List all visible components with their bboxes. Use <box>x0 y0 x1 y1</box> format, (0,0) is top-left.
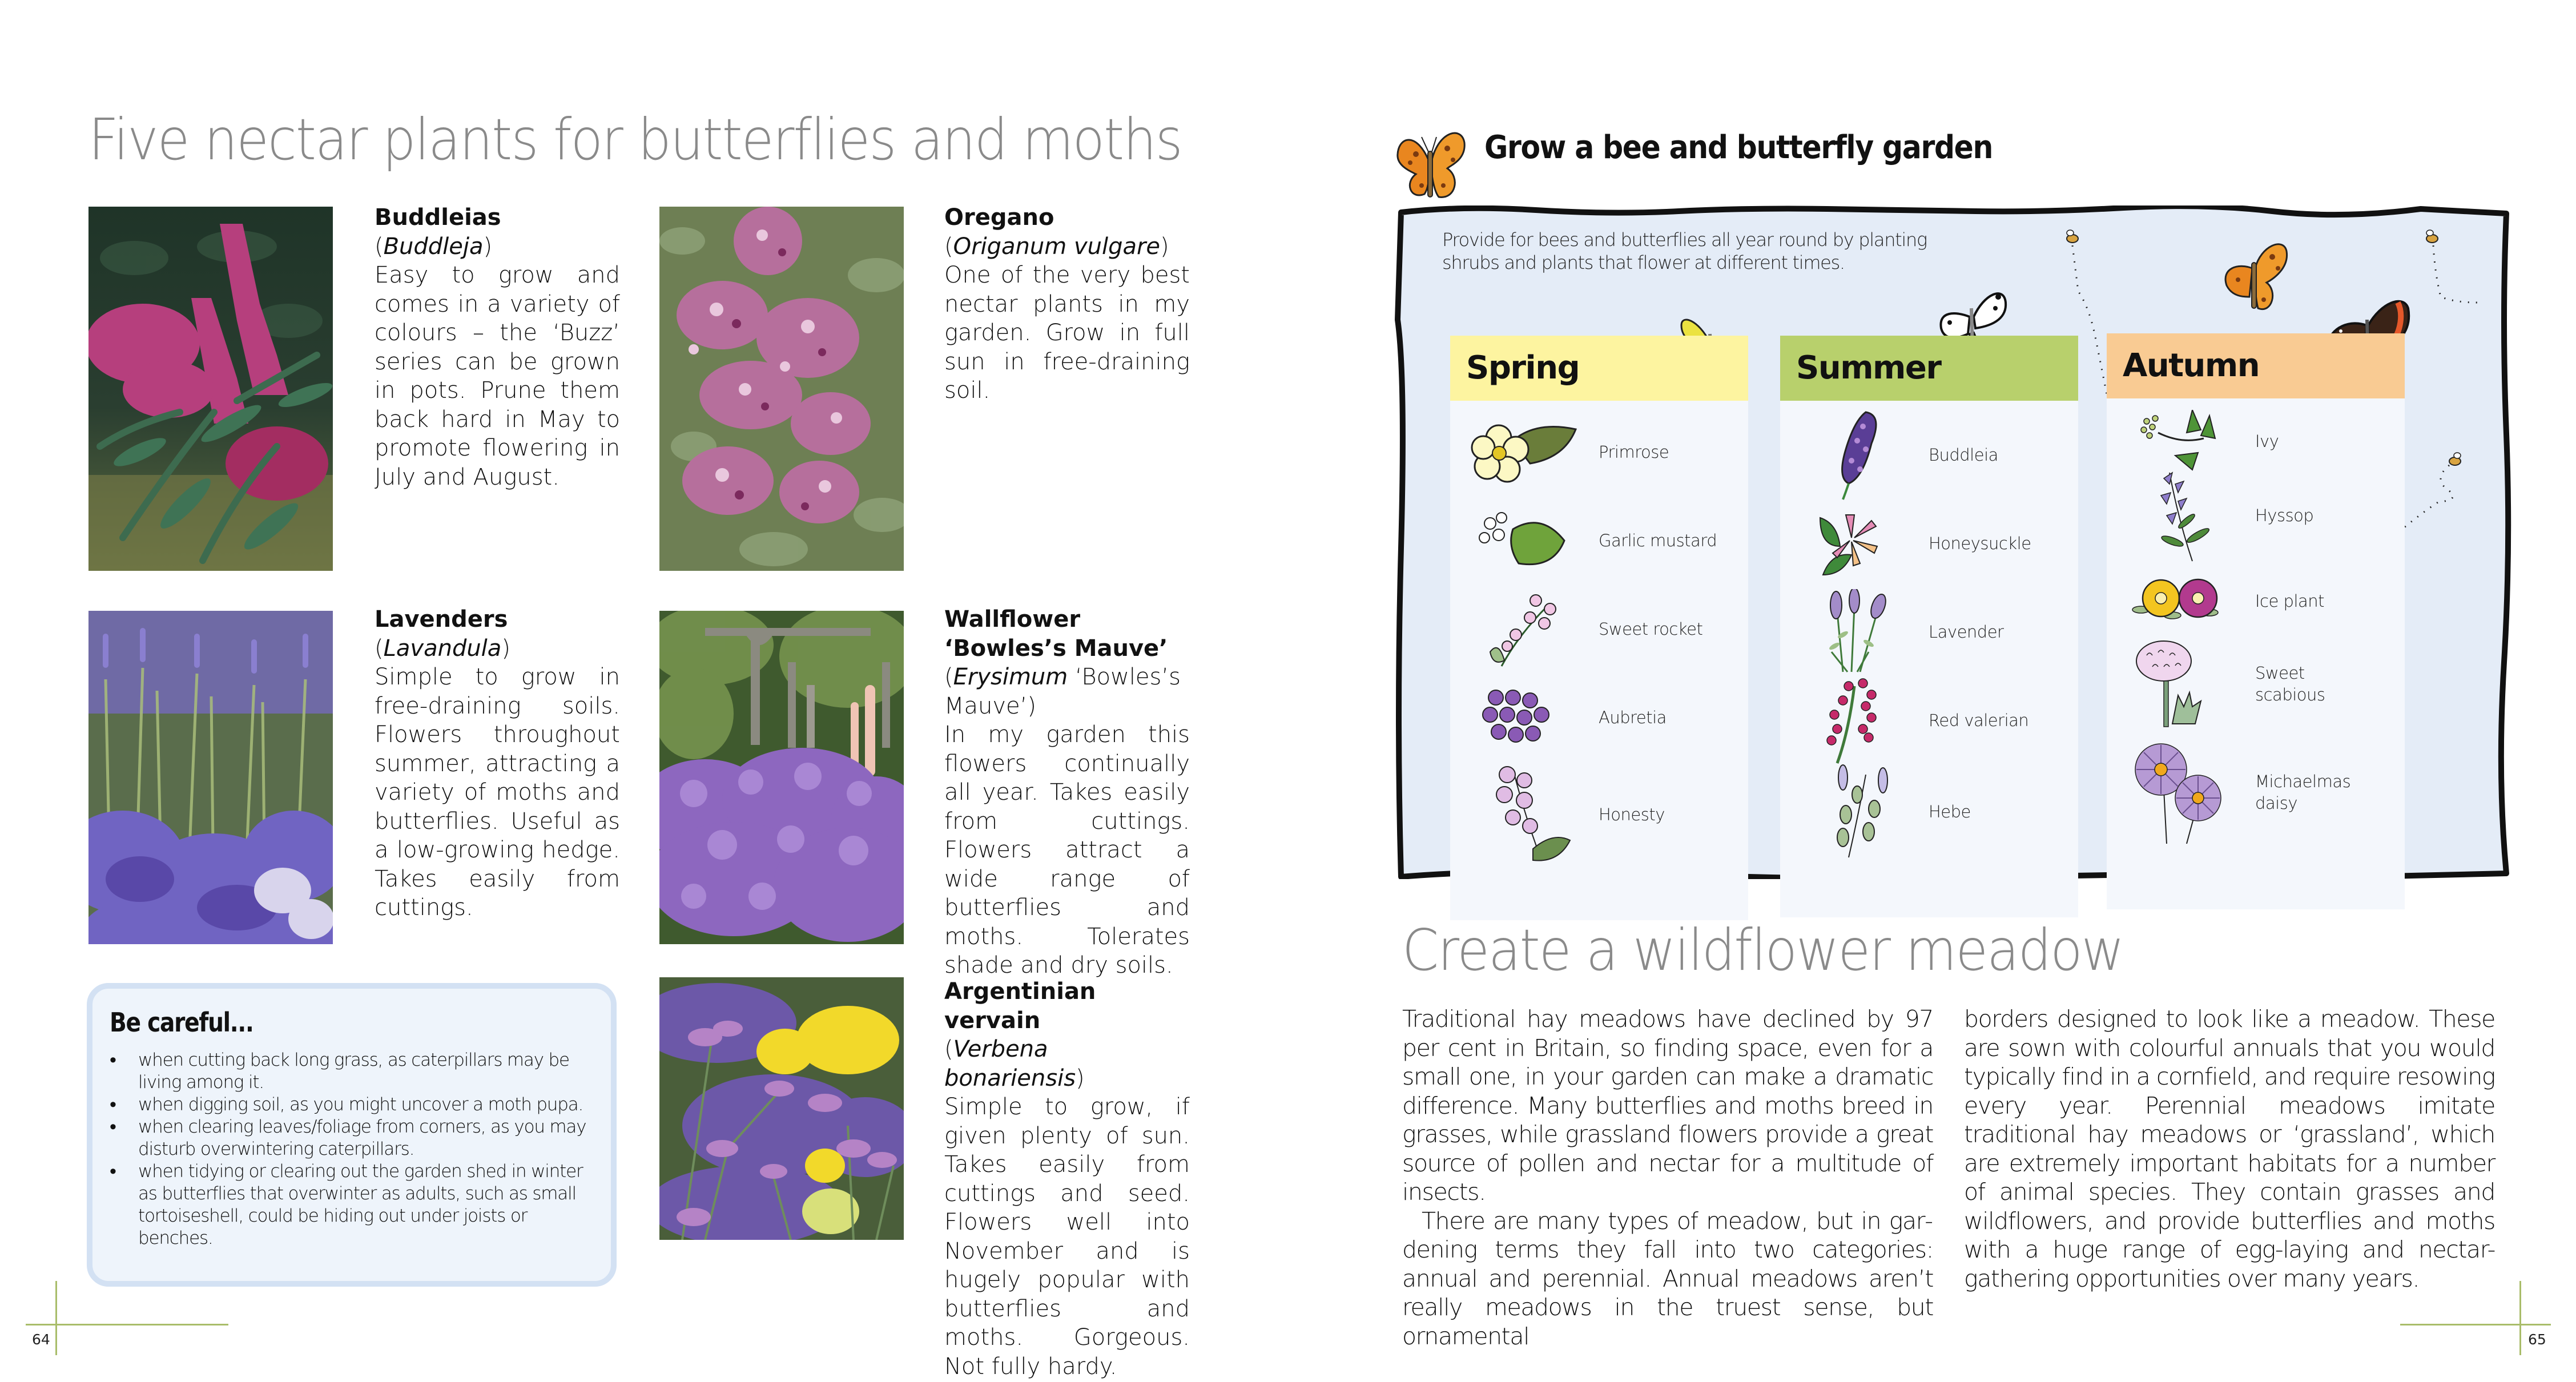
season-body <box>1450 401 1748 920</box>
plant-item-michaelmas-daisy <box>2107 741 2405 844</box>
plant-latin-name: (Verbena bonariensis) <box>944 1036 1085 1091</box>
bee-trail-icon <box>2415 223 2495 314</box>
lavender-photo <box>88 611 333 944</box>
plant-description: In my garden this flowers continually all year. Takes easily from cuttings. Flowers attract a wide range of butterflies and moths. Tolerates shade and dry soils. <box>944 722 1190 978</box>
be-careful-list <box>110 1049 588 1250</box>
lavender-icon <box>1780 589 1929 675</box>
plant-label: Hyssop <box>2255 506 2314 525</box>
comma-butterfly-icon <box>1393 120 1467 203</box>
crop-mark-horizontal-right <box>2400 1324 2551 1325</box>
plant-item-ice-plant <box>2107 570 2405 632</box>
buddleia-photo <box>88 207 333 571</box>
plant-item-hebe <box>1780 766 2078 857</box>
plant-latin-name: (Origanum vulgare) <box>944 233 1169 260</box>
michaelmas-daisy-icon <box>2107 738 2255 847</box>
garden-box-heading: Grow a bee and butterfly garden <box>1484 129 1993 166</box>
be-careful-item: • when tidying or clearing out the garden shed in winter as butterflies that overwinter as adults, such as small tortoiseshell, could be hiding out under joists or benches. <box>110 1161 588 1250</box>
plant-name: Argentinian vervain <box>944 978 1096 1034</box>
plant-label: Honesty <box>1599 805 1665 824</box>
plant-latin-name: (Buddleja) <box>375 233 493 260</box>
primrose-icon <box>1450 418 1599 486</box>
plant-item-ivy <box>2107 410 2405 473</box>
crop-mark-horizontal-left <box>26 1324 228 1325</box>
page-number-left: 64 <box>32 1331 50 1348</box>
plant-description: One of the very best nectar plants in my garden. Grow in full sun in free-draining soil. <box>944 262 1190 404</box>
plant-description: Easy to grow and comes in a variety of colours – the ‘Buzz’ series can be grown in pots. Prune them back hard in May to promote flowering in July and August. <box>375 262 620 490</box>
plant-label: Red valerian <box>1929 711 2029 730</box>
plant-item-garlic-mustard <box>1450 506 1748 575</box>
plant-entry-lavenders <box>375 605 620 922</box>
hyssop-icon <box>2107 467 2255 564</box>
plant-label: Lavender <box>1929 622 2004 642</box>
plant-name: Oregano <box>944 204 1054 231</box>
season-header-spring: Spring <box>1450 336 1748 401</box>
meadow-column-1 <box>1402 1005 1933 1351</box>
be-careful-item: • when digging soil, as you might uncover a moth pupa. <box>110 1094 588 1116</box>
crop-mark-vertical-left <box>55 1281 57 1355</box>
sweet-rocket-icon <box>1450 589 1599 669</box>
plant-name: Buddleias <box>375 204 501 231</box>
honeysuckle-icon <box>1780 506 1929 581</box>
red-valerian-icon <box>1780 675 1929 766</box>
season-body <box>2107 398 2405 909</box>
meadow-paragraph: There are many types of meadow, but in gardening terms they fall into two categories: annual and perennial. Annual meadows aren’t really meadows in the truest sense, but ornamental <box>1402 1207 1933 1350</box>
plant-name: Wallflower ‘Bowles’s Mauve’ <box>944 606 1168 662</box>
season-column-spring <box>1450 336 1748 920</box>
be-careful-item: • when cutting back long grass, as caterpillars may be living among it. <box>110 1049 588 1094</box>
season-body <box>1780 401 2078 917</box>
meadow-paragraph: borders designed to look like a meadow. These are sown with colourful annuals that you would typically find in a cornfield, and require resowing every year. Perennial meadows imitate traditional hay meadows or ‘grassland’, which are extremely important habitats for a number of animal species. They contain grasses and wildflowers, and provide butterflies and moths with a huge range of egg-laying and nectar-gathering opportunities over many years. <box>1964 1005 2495 1292</box>
garlic-mustard-icon <box>1450 506 1599 575</box>
plant-label: Aubretia <box>1599 708 1667 727</box>
comma-butterfly-icon <box>2215 234 2295 320</box>
aubretia-icon <box>1450 683 1599 752</box>
page-number-right: 65 <box>2528 1331 2546 1348</box>
page-title-nectar-plants: Five nectar plants for butterflies and moths <box>88 106 1182 173</box>
crop-mark-vertical-right <box>2519 1281 2521 1355</box>
plant-latin-name: (Erysimum ‘Bowles’s Mauve’) <box>944 664 1181 719</box>
plant-item-sweet-rocket <box>1450 595 1748 663</box>
wallflower-photo <box>659 611 904 944</box>
honesty-icon <box>1450 763 1599 866</box>
ivy-icon <box>2107 410 2255 473</box>
plant-item-aubretia <box>1450 683 1748 752</box>
be-careful-title: Be careful... <box>110 1007 253 1038</box>
plant-label: Buddleia <box>1929 445 1998 465</box>
plant-label: Ivy <box>2255 432 2279 451</box>
verbena-photo <box>659 977 904 1240</box>
plant-entry-wallflower <box>944 605 1190 980</box>
be-careful-item: • when clearing leaves/foliage from corners, as you may disturb overwintering caterpillars. <box>110 1116 588 1161</box>
plant-description: Simple to grow in free-draining soils. Flowers throughout summer, attracting a variety of moths and butterflies. Useful as a low-growing hedge. Takes easily from cuttings. <box>375 664 620 921</box>
buddleia-icon <box>1780 409 1929 501</box>
sweet-scabious-icon <box>2107 638 2255 730</box>
oregano-photo <box>659 207 904 571</box>
meadow-paragraph: Traditional hay meadows have declined by 97 per cent in Britain, so finding space, even for a small one, in your garden can make a dramatic difference. Many butterflies and moths breed in grasses, while grassland flowers provide a great source of pollen and nectar for a multitude of insects. <box>1402 1005 1933 1206</box>
plant-item-lavender <box>1780 592 2078 672</box>
hebe-icon <box>1780 763 1929 860</box>
plant-description: Simple to grow, if given plenty of sun. Takes easily from cuttings and seed. Flowers well into November and is hugely popular with butterflies and moths. Gorgeous. Not fully hardy. <box>944 1094 1190 1380</box>
season-header-summer: Summer <box>1780 336 2078 401</box>
season-header-autumn: Autumn <box>2107 333 2405 398</box>
bee-trail-icon <box>2398 445 2478 537</box>
garden-board-intro: Provide for bees and butterflies all year round by planting shrubs and plants that flower at different times. <box>1442 229 1927 273</box>
plant-label: Ice plant <box>2255 591 2325 611</box>
be-careful-box <box>87 983 617 1287</box>
plant-item-primrose <box>1450 418 1748 486</box>
plant-label: Sweet scabious <box>2255 663 2325 704</box>
plant-item-sweet-scabious <box>2107 638 2405 730</box>
plant-label: Sweet rocket <box>1599 619 1703 639</box>
plant-label: Garlic mustard <box>1599 531 1717 550</box>
plant-item-hyssop <box>2107 470 2405 561</box>
plant-item-honeysuckle <box>1780 509 2078 578</box>
plant-item-honesty <box>1450 766 1748 863</box>
plant-name: Lavenders <box>375 606 508 632</box>
plant-entry-oregano <box>944 203 1190 405</box>
plant-label: Honeysuckle <box>1929 534 2031 553</box>
meadow-section-title: Create a wildflower meadow <box>1402 917 2124 984</box>
plant-item-red-valerian <box>1780 680 2078 760</box>
ice-plant-icon <box>2107 570 2255 632</box>
plant-entry-verbena <box>944 977 1190 1381</box>
plant-latin-name: (Lavandula) <box>375 635 510 662</box>
plant-entry-buddleias <box>375 203 620 491</box>
season-column-summer <box>1780 336 2078 917</box>
season-column-autumn <box>2107 333 2405 909</box>
plant-label: Hebe <box>1929 802 1971 821</box>
meadow-column-2 <box>1964 1005 2495 1293</box>
plant-item-buddleia <box>1780 412 2078 498</box>
plant-label: Michaelmas daisy <box>2255 772 2351 813</box>
plant-label: Primrose <box>1599 442 1669 462</box>
